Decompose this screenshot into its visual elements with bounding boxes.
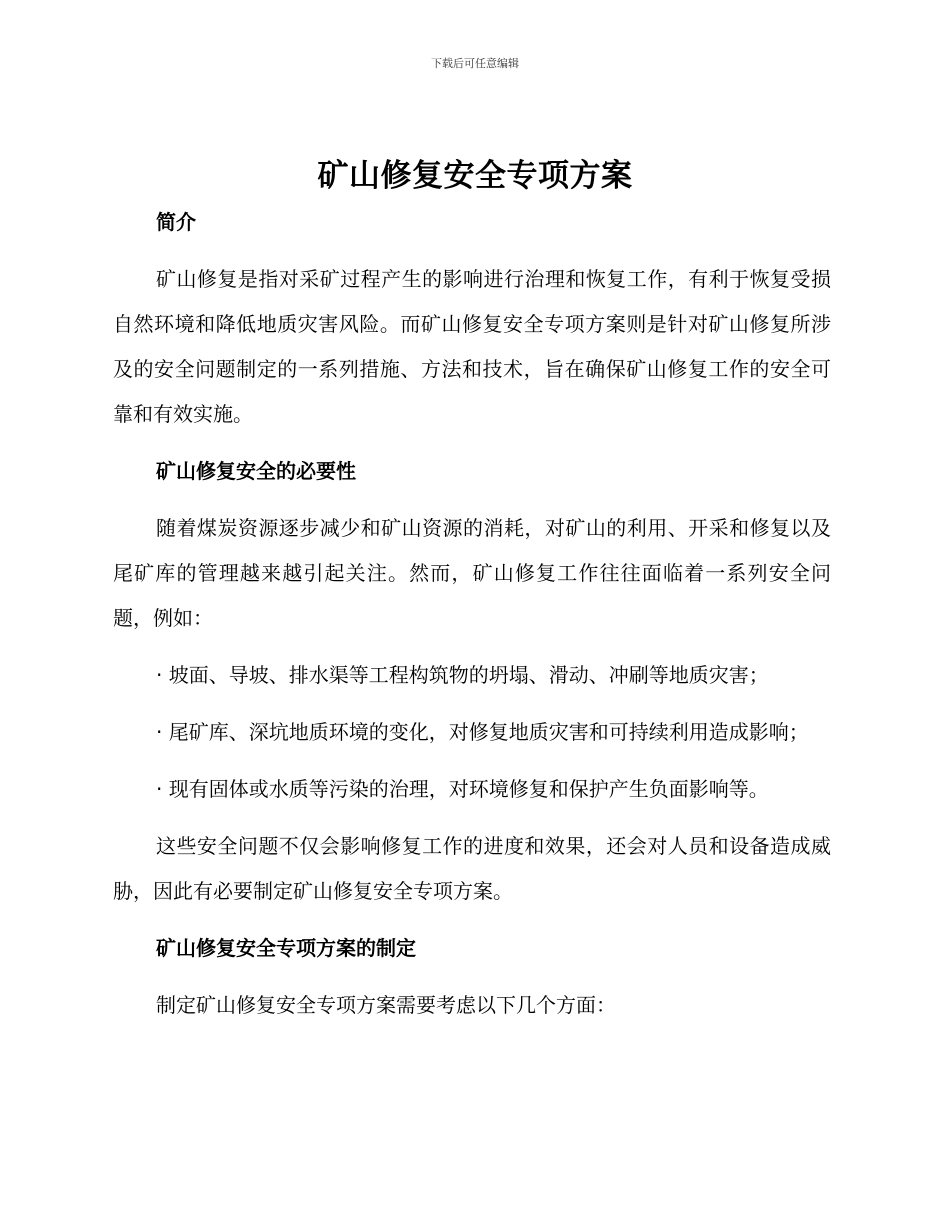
header-note: 下载后可任意编辑 [431,57,519,70]
section-heading-necessity: 矿山修复安全的必要性 [156,459,356,483]
paragraph-necessity: 随着煤炭资源逐步减少和矿山资源的消耗，对矿山的利用、开采和修复以及尾矿库的管理越来越引起关注。然而，矿山修复工作往往面临着一系列安全问题，例如： [113,516,831,630]
bullet-item-pollution: · 现有固体或水质等污染的治理，对环境修复和保护产生负面影响等。 [156,777,769,801]
paragraph-intro: 矿山修复是指对采矿过程产生的影响进行治理和恢复工作，有利于恢复受损自然环境和降低地质灾害风险。而矿山修复安全专项方案则是针对矿山修复所涉及的安全问题制定的一系列措施、方法和技术，旨在确保矿山修复工作的安全可靠和有效实施。 [113,267,831,426]
paragraph-formulation: 制定矿山修复安全专项方案需要考虑以下几个方面： [156,993,616,1017]
document-body [113,200,831,1028]
section-heading-formulation: 矿山修复安全专项方案的制定 [156,936,416,960]
section-heading-intro: 简介 [156,210,196,234]
bullet-item-collapse: · 坡面、导坡、排水渠等工程构筑物的坍塌、滑动、冲刷等地质灾害； [156,663,769,687]
page-title: 矿山修复安全专项方案 [317,158,633,194]
bullet-item-tailings: · 尾矿库、深坑地质环境的变化，对修复地质灾害和可持续利用造成影响； [156,720,809,744]
paragraph-conclusion: 这些安全问题不仅会影响修复工作的进度和效果，还会对人员和设备造成威胁，因此有必要制定矿山修复安全专项方案。 [113,834,831,903]
